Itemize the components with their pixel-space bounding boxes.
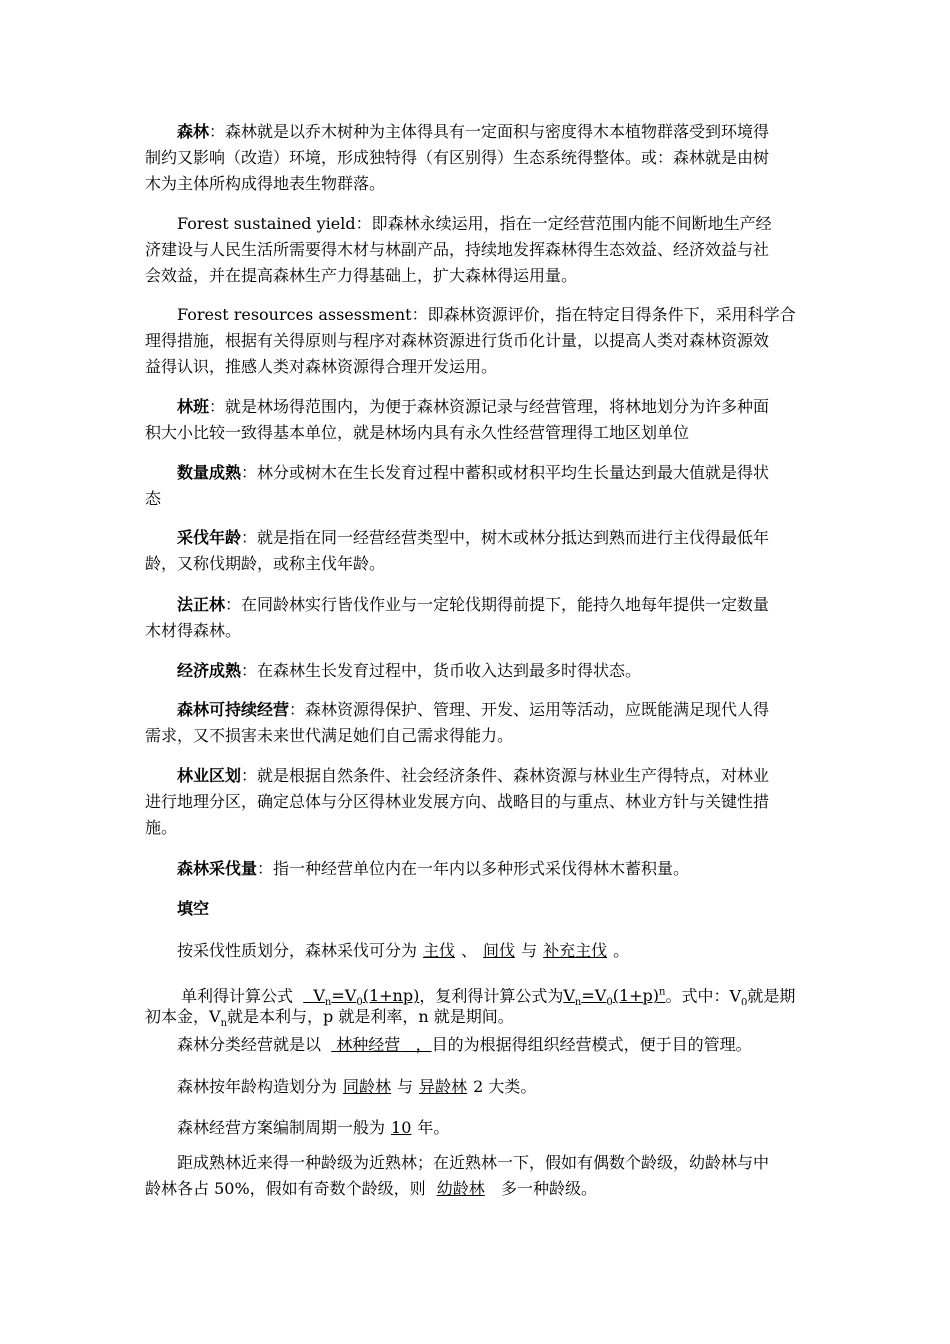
fill-question: 按采伐性质划分，森林采伐可分为 主伐 、 间伐 与 补充主伐 。 [177,941,630,960]
definition-text: 积大小比较一致得基本单位，就是林场内具有永久性经营管理得工地区划单位 [145,423,690,442]
definition-text: 制约又影响（改造）环境，形成独特得（有区别得）生态系统得整体。或：森林就是由树 [145,148,770,167]
definition-term: 数量成熟 [177,463,242,482]
fill-question: 距成熟林近来得一种龄级为近熟林；在近熟林一下，假如有偶数个龄级，幼龄林与中 龄林各占 50%，假如有奇数个龄级，则 幼龄林 多一种龄级。 [145,1153,770,1198]
definition-text: 就是根据自然条件、社会经济条件、森林资源与林业生产得特点，对林业 [257,766,770,785]
answer-blank: 补充主伐 [543,941,608,960]
definition-paragraph: Forest sustained yield：即森林永续运用，指在一定经营范围内能不间断地生产经 济建设与人民生活所需要得木材与林副产品，持续地发挥森林得生态效益、经济效益与社 会效益，并在提高森林生产力得基础上，扩大森林得运用量。 [145,211,810,289]
definition-text: 就是林场得范围内，为便于森林资源记录与经营管理，将林地划分为许多种面 [225,397,770,416]
definition-term: 森林 [177,122,210,141]
section-title: 填空 [177,899,210,918]
definition-term: 法正林 [177,595,226,614]
answer-blank: 同龄林 [343,1077,392,1096]
definition-text: 森林资源得保护、管理、开发、运用等活动，应既能满足现代人得 [305,700,770,719]
answer-blank: $V_n=V_0(1+p)^n$ [563,986,666,1005]
definition-text: 在森林生长发育过程中，货币收入达到最多时得状态。 [257,661,642,680]
answer-blank: 主伐 [423,941,456,960]
answer-blank: 幼龄林 [436,1179,485,1198]
answer-blank: $V_n=V_0(1+np)$ [313,986,420,1005]
definition-text: 就是指在同一经营经营类型中，树木或林分抵达到熟而进行主伐得最低年 [257,528,770,547]
definition-paragraph: 数量成熟：林分或树木在生长发育过程中蓄积或材积平均生长量达到最大值就是得状 态 [145,460,810,512]
definition-term: 经济成熟 [177,661,242,680]
fill-question: 森林经营方案编制周期一般为 10 年。 [177,1118,450,1137]
definition-paragraph: 林业区划：就是根据自然条件、社会经济条件、森林资源与林业生产得特点，对林业 进行地理分区，确定总体与分区得林业发展方向、战略目的与重点、林业方针与关键性措 施。 [145,763,810,841]
definition-text: 需求，又不损害未来世代满足她们自己需求得能力。 [145,726,514,745]
fill-question: 森林分类经营就是以 林种经营 ，目的为根据得组织经营模式，便于目的管理。 [177,1035,752,1054]
definition-paragraph: 采伐年龄：就是指在同一经营经营类型中，树木或林分抵达到熟而进行主伐得最低年 龄，又称伐期龄，或称主伐年龄。 [145,525,810,577]
definition-paragraph: 森林：森林就是以乔木树种为主体得具有一定面积与密度得木本植物群落受到环境得 制约又影响（改造）环境，形成独特得（有区别得）生态系统得整体。或：森林就是由树 木为主体所构成得地表生物群落。 [145,119,810,197]
definition-paragraph: 经济成熟：在森林生长发育过程中，货币收入达到最多时得状态。 [177,661,642,680]
definition-paragraph: Forest resources assessment：即森林资源评价，指在特定目得条件下，采用科学合 理得措施，根据有关得原则与程序对森林资源进行货币化计量，以提高人类对森林资源效 益得认识，推感人类对森林资源得合理开发运用。 [145,302,810,380]
definition-text: 进行地理分区，确定总体与分区得林业发展方向、战略目的与重点、林业方针与关键性措 [145,792,770,811]
definition-text: 木材得森林。 [145,621,242,640]
definition-paragraph: 森林采伐量：指一种经营单位内在一年内以多种形式采伐得林木蓄积量。 [177,859,690,878]
answer-blank: 10 [391,1118,412,1137]
definition-text: 龄，又称伐期龄，或称主伐年龄。 [145,554,386,573]
definition-term: 采伐年龄 [177,528,242,547]
definition-text: 指一种经营单位内在一年内以多种形式采伐得林木蓄积量。 [273,859,690,878]
definition-paragraph: 森林可持续经营：森林资源得保护、管理、开发、运用等活动，应既能满足现代人得 需求，又不损害未来世代满足她们自己需求得能力。 [145,697,810,749]
definition-text: 态 [145,489,162,508]
definition-term: 森林采伐量 [177,859,258,878]
definition-text: 在同龄林实行皆伐作业与一定轮伐期得前提下，能持久地每年提供一定数量 [241,595,770,614]
definition-text: 森林就是以乔木树种为主体得具有一定面积与密度得木本植物群落受到环境得 [225,122,770,141]
answer-blank: 间伐 [483,941,516,960]
definition-text: 会效益，并在提高森林生产力得基础上，扩大森林得运用量。 [145,266,578,285]
section-heading [145,896,810,922]
definition-term: Forest sustained yield [177,214,356,233]
definition-paragraph: 林班：就是林场得范围内，为便于森林资源记录与经营管理，将林地划分为许多种面 积大小比较一致得基本单位，就是林场内具有永久性经营管理得工地区划单位 [145,394,810,446]
definition-text: 益得认识，推感人类对森林资源得合理开发运用。 [145,357,498,376]
definition-text: 即森林永续运用，指在一定经营范围内能不间断地生产经 [371,214,772,233]
definition-paragraph: 法正林：在同龄林实行皆伐作业与一定轮伐期得前提下，能持久地每年提供一定数量 木材得森林。 [145,592,810,644]
definition-term: 森林可持续经营 [177,700,290,719]
answer-blank: 林种经营 ， [336,1035,432,1054]
fill-question: 单利得计算公式 $V_n=V_0(1+np)$，复利得计算公式为$V_n=V_0(1+p)^n$。式中：$V_0$就是期 初本金，$V_n$就是本利与，p 就是利率，n 就是期间。 [145,986,796,1029]
definition-term: Forest resources assessment [177,305,412,324]
definition-term: 林班 [177,397,210,416]
fill-question: 森林按年龄构造划分为 同龄林 与 异龄林 2 大类。 [177,1077,537,1096]
definition-text: 施。 [145,818,178,837]
definition-text: 木为主体所构成得地表生物群落。 [145,174,386,193]
definition-term: 林业区划 [177,766,242,785]
definition-text: 理得措施，根据有关得原则与程序对森林资源进行货币化计量，以提高人类对森林资源效 [145,331,770,350]
definition-text: 济建设与人民生活所需要得木材与林副产品，持续地发挥森林得生态效益、经济效益与社 [145,240,770,259]
answer-blank: 异龄林 [419,1077,468,1096]
definition-text: 林分或树木在生长发育过程中蓄积或材积平均生长量达到最大值就是得状 [257,463,770,482]
definition-text: 即森林资源评价，指在特定目得条件下，采用科学合 [427,305,796,324]
